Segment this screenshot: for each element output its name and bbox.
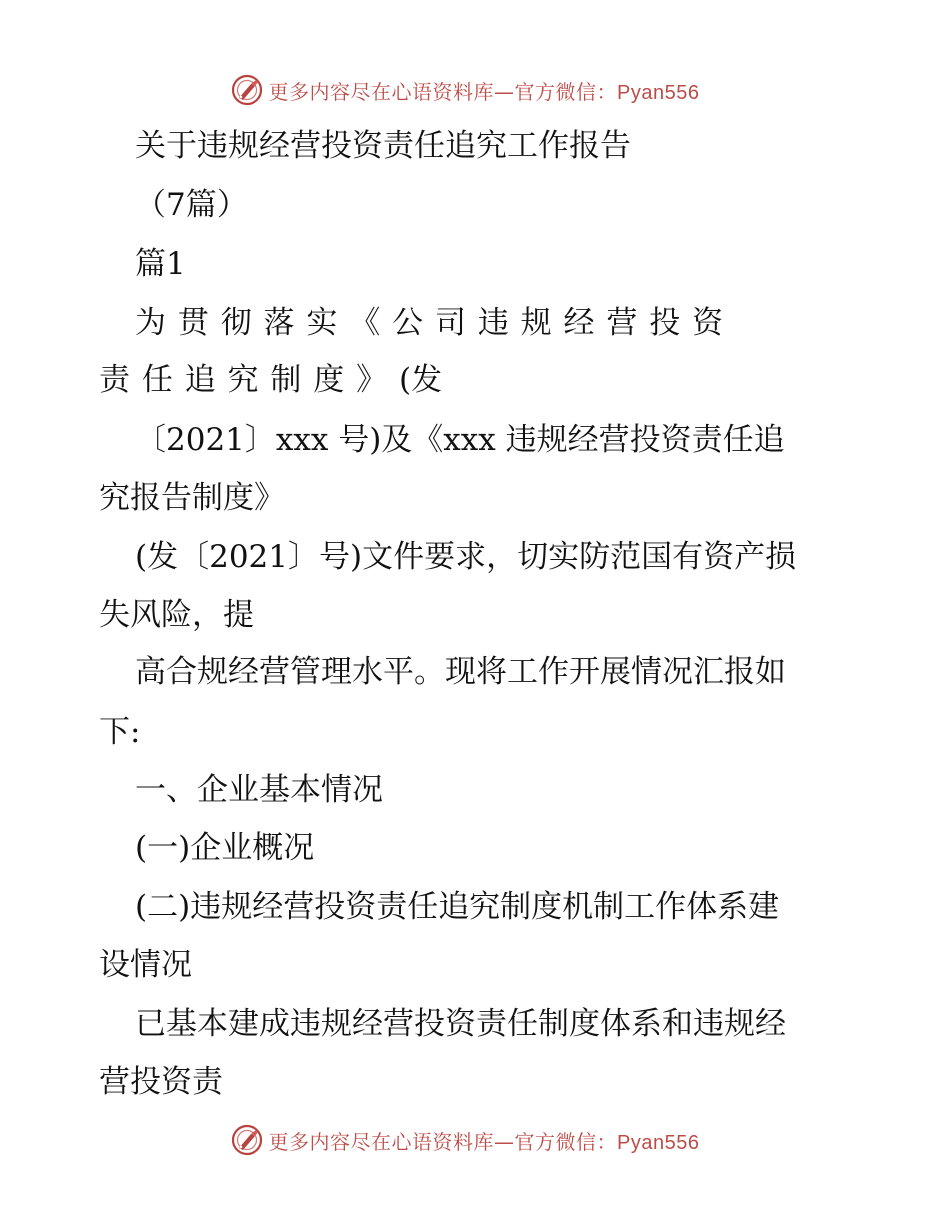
paragraph-line: 高合规经营管理水平。现将工作开展情况汇报如 [135, 654, 786, 690]
watermark-footer [0, 1120, 950, 1160]
document-subtitle: （7篇） [135, 187, 248, 223]
paragraph-line: 营投资责 [99, 1064, 223, 1100]
subsection-heading: (二)违规经营投资责任追究制度机制工作体系建 [135, 889, 780, 925]
subsection-heading: (一)企业概况 [135, 830, 315, 866]
paragraph-line: 已基本建成违规经营投资责任制度体系和违规经 [135, 1006, 786, 1042]
paragraph-line: 责 任 追 究 制 度 》 (发 [99, 362, 443, 398]
paragraph-line: 究报告制度》 [99, 480, 285, 516]
watermark-text: 更多内容尽在心语资料库—官方微信：Pyan556 [268, 79, 700, 104]
paragraph-line: 为 贯 彻 落 实 《 公 司 违 规 经 营 投 资 [135, 305, 724, 341]
paragraph-line: 失风险，提 [99, 597, 254, 633]
paragraph-line: (发〔2021〕号)文件要求，切实防范国有资产损 [135, 539, 797, 575]
section-heading: 篇1 [135, 246, 186, 282]
fountain-pen-logo-icon [231, 74, 263, 106]
subsection-heading: 设情况 [99, 947, 192, 983]
document-title: 关于违规经营投资责任追究工作报告 [135, 128, 631, 164]
watermark-header [0, 70, 950, 110]
paragraph-line: 〔2021〕xxx 号)及《xxx 违规经营投资责任追 [135, 422, 785, 458]
fountain-pen-logo-icon [231, 1124, 263, 1156]
watermark-text: 更多内容尽在心语资料库—官方微信：Pyan556 [268, 1129, 700, 1154]
paragraph-line: 下: [99, 714, 141, 750]
section-heading: 一、企业基本情况 [135, 772, 383, 808]
